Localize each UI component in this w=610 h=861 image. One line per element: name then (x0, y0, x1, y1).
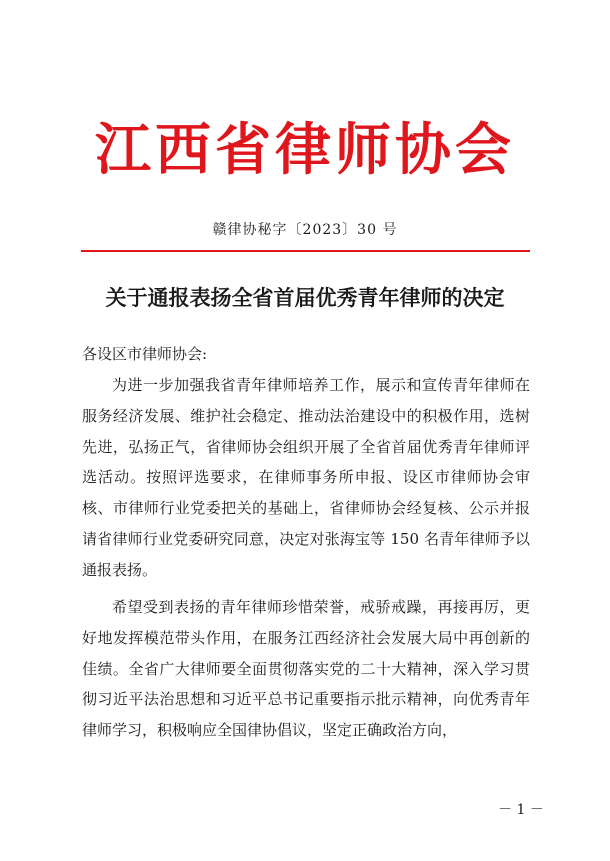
letterhead-organization-title: 江西省律师协会 (95, 117, 515, 183)
document-number: 赣律协秘字〔2023〕30 号 (212, 222, 398, 238)
letterhead-divider (81, 250, 530, 252)
salutation: 各设区市律师协会: (82, 345, 208, 363)
body-paragraph-1: 为进一步加强我省青年律师培养工作，展示和宣传青年律师在服务经济发展、维护社会稳定、推动法治建设中的积极作用，选树先进，弘扬正气，省律师协会组织开展了全省首届优秀青年律师评选活动。按照评选要求，在律师事务所申报、设区市律师协会审核、市律师行业党委把关的基础上，省律师协会经复核、公示并报请省律师行业党委研究同意，决定对张海宝等 150 名青年律师予以通报表扬。 (82, 376, 530, 579)
body-paragraph-2: 希望受到表扬的青年律师珍惜荣誉，戒骄戒躁，再接再厉，更好地发挥模范带头作用，在服务江西经济社会发展大局中再创新的佳绩。全省广大律师要全面贯彻落实党的二十大精神，深入学习贯彻习近平法治思想和习近平总书记重要指示批示精神，向优秀青年律师学习，积极响应全国律协倡议，坚定正确政治方向， (82, 598, 530, 740)
page-number: － 1 － (498, 802, 544, 818)
document-title: 关于通报表扬全省首届优秀青年律师的决定 (105, 285, 505, 310)
